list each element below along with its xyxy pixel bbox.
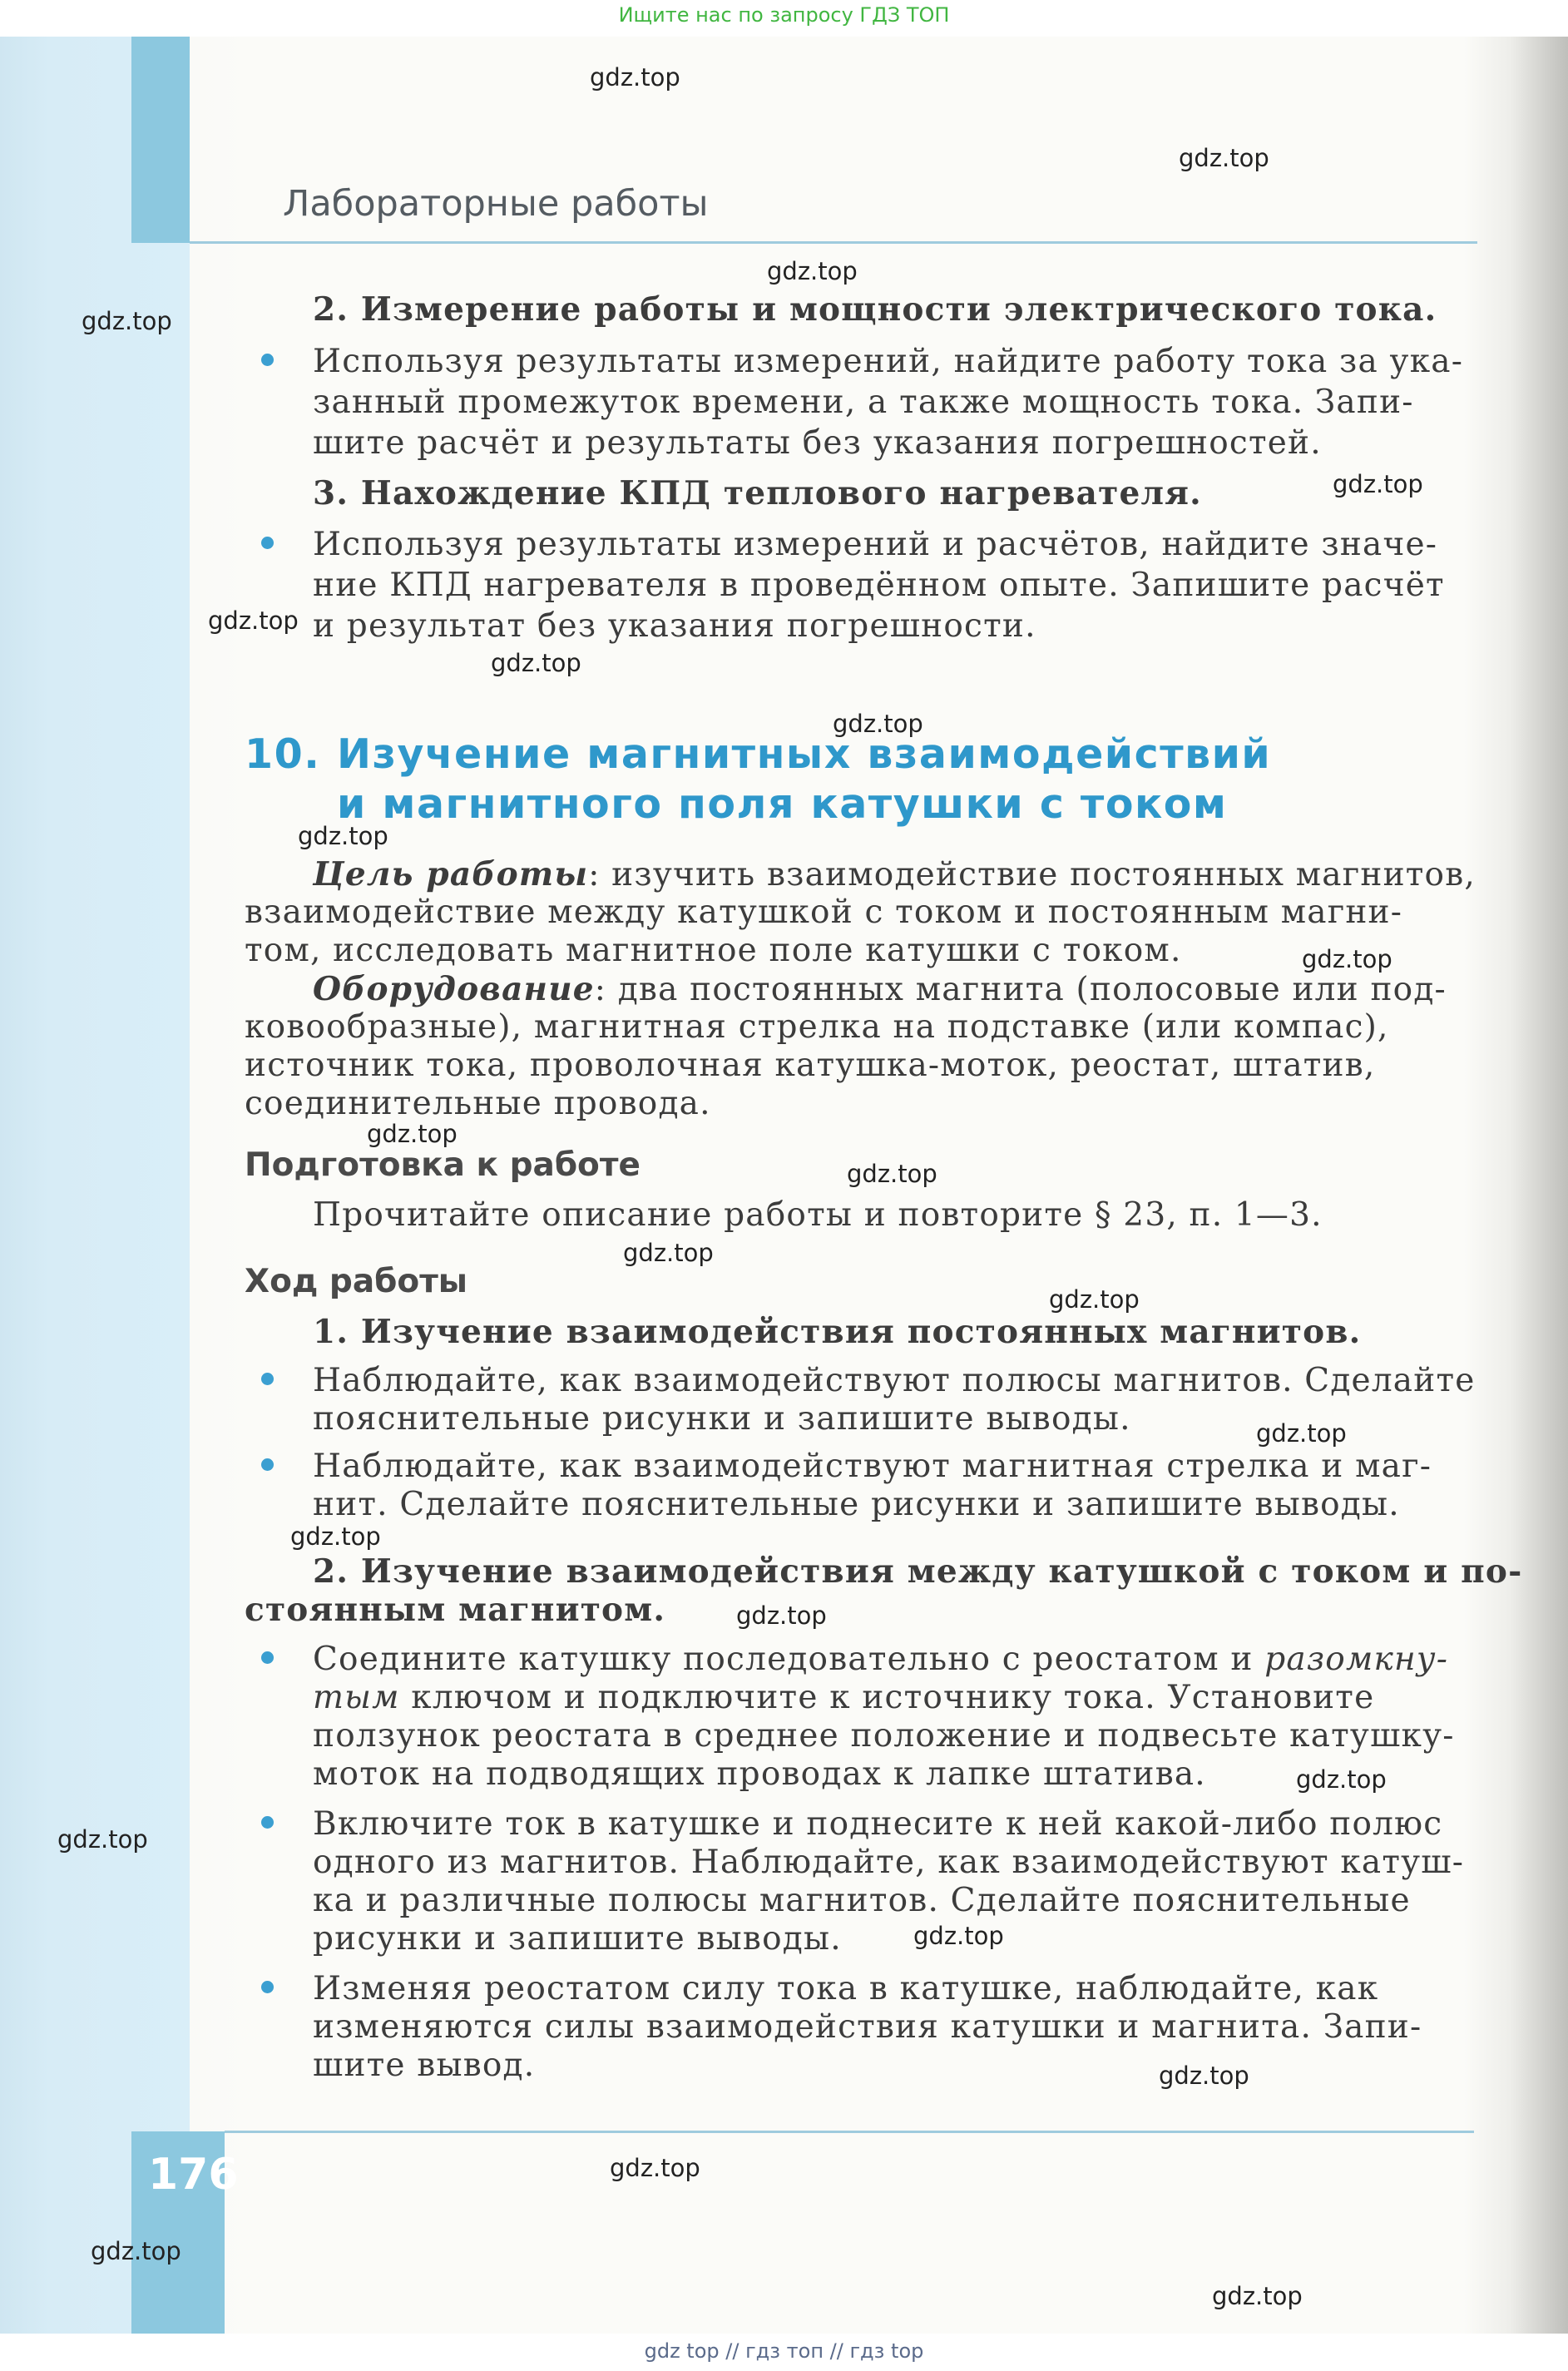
step-2-title-line: стоянным магнитом.: [245, 1591, 666, 1629]
equipment-text: : два постоянных магнита (полосовые или под-: [594, 971, 1447, 1008]
step-2-text-line: моток на подводящих проводах к лапке штатива.: [313, 1755, 1206, 1793]
watermark: gdz.top: [623, 1239, 714, 1267]
procedure-heading: Ход работы: [245, 1263, 468, 1300]
step-2-text-emphasis: тым: [313, 1679, 400, 1716]
watermark: gdz.top: [1049, 1285, 1140, 1314]
watermark: gdz.top: [1212, 2282, 1303, 2310]
step-2-text-line: [313, 1679, 1374, 1717]
watermark: gdz.top: [833, 710, 923, 738]
equipment-label: Оборудование: [313, 970, 595, 1008]
step-2-text-line: ползунок реостата в среднее положение и подвесьте катушку-: [313, 1717, 1455, 1755]
task-3-text-line: и результат без указания погрешности.: [313, 607, 1036, 645]
step-2-text-line: Изменяя реостатом силу тока в катушке, наблюдайте, как: [313, 1970, 1379, 2007]
step-2-text-line: изменяются силы взаимодействия катушки и магнита. Запи-: [313, 2008, 1422, 2046]
bullet-marker: [261, 1816, 274, 1829]
watermark: gdz.top: [847, 1160, 937, 1188]
watermark: gdz.top: [1296, 1765, 1387, 1794]
goal-text: : изучить взаимодействие постоянных магнитов,: [588, 856, 1476, 893]
prep-text: Прочитайте описание работы и повторите § 23, п. 1—3.: [313, 1196, 1323, 1234]
footer-rule: [225, 2131, 1474, 2133]
bullet-marker: [261, 537, 274, 549]
watermark: gdz.top: [1159, 2062, 1249, 2090]
step-2-text-part: ключом и подключите к источнику тока. Установите: [399, 1679, 1375, 1716]
step-2-text-line: [313, 1641, 1448, 1679]
watermark: gdz.top: [610, 2154, 700, 2182]
bullet-marker: [261, 1981, 274, 1993]
step-2-text-emphasis: разомкну-: [1264, 1641, 1449, 1678]
left-margin-band: [0, 37, 190, 2334]
task-2-text-line: Используя результаты измерений, найдите работу тока за ука-: [313, 343, 1464, 380]
watermark: gdz.top: [1302, 945, 1392, 973]
watermark: gdz.top: [736, 1601, 827, 1630]
bullet-marker: [261, 1651, 274, 1664]
header-rule: [190, 241, 1477, 244]
step-1-title: 1. Изучение взаимодействия постоянных магнитов.: [313, 1313, 1362, 1351]
step-2-text-part: Соедините катушку последовательно с реостатом и: [313, 1641, 1265, 1678]
task-3-text-line: Используя результаты измерений и расчётов, найдите значе-: [313, 526, 1438, 563]
bullet-marker: [261, 354, 274, 366]
section-header: Лабораторные работы: [283, 183, 709, 225]
watermark: gdz.top: [1333, 470, 1423, 498]
watermark: gdz.top: [767, 257, 858, 285]
equipment-text-line: источник тока, проволочная катушка-моток, реостат, штатив,: [245, 1047, 1376, 1084]
watermark: gdz.top: [1256, 1419, 1347, 1448]
step-2-text-line: ка и различные полюсы магнитов. Сделайте пояснительные: [313, 1882, 1411, 1919]
task-3-text-line: ние КПД нагревателя в проведённом опыте. Запишите расчёт: [313, 567, 1445, 604]
watermark: gdz.top: [298, 822, 388, 850]
watermark: gdz.top: [913, 1922, 1004, 1950]
page-number: 176: [148, 2150, 239, 2200]
watermark: gdz.top: [208, 606, 299, 635]
task-2-text-line: занный промежуток времени, а также мощность тока. Запи-: [313, 384, 1414, 421]
watermark: gdz.top: [367, 1120, 458, 1148]
goal-label: Цель работы: [313, 855, 589, 893]
step-2-text-line: одного из магнитов. Наблюдайте, как взаимодействуют катуш-: [313, 1844, 1465, 1881]
lab-title-line: Изучение магнитных взаимодействий: [337, 730, 1272, 778]
step-1-text-line: Наблюдайте, как взаимодействуют полюсы магнитов. Сделайте: [313, 1362, 1476, 1399]
bullet-marker: [261, 1458, 274, 1471]
header-color-block: [131, 37, 190, 243]
step-1-text-line: пояснительные рисунки и запишите выводы.: [313, 1400, 1131, 1438]
step-2-title-line: 2. Изучение взаимодействия между катушкой с током и по-: [313, 1552, 1523, 1591]
step-2-text-line: Включите ток в катушке и поднесите к ней какой-либо полюс: [313, 1805, 1443, 1843]
watermark: gdz.top: [91, 2237, 181, 2265]
task-2-text-line: шите расчёт и результаты без указания погрешностей.: [313, 424, 1322, 462]
task-3-title: 3. Нахождение КПД теплового нагревателя.: [313, 474, 1202, 512]
top-banner: Ищите нас по запросу ГДЗ ТОП: [618, 3, 950, 27]
watermark: gdz.top: [290, 1522, 381, 1551]
goal-text-line: том, исследовать магнитное поле катушки с током.: [245, 932, 1182, 969]
bottom-footer: gdz top // гдз топ // гдз top: [644, 2339, 924, 2363]
watermark: gdz.top: [1179, 144, 1269, 172]
goal-text-line: взаимодействие между катушкой с током и постоянным магни-: [245, 893, 1403, 931]
equipment-first-line: [313, 970, 1447, 1009]
bullet-marker: [261, 1373, 274, 1385]
step-1-text-line: нит. Сделайте пояснительные рисунки и запишите выводы.: [313, 1486, 1400, 1523]
equipment-text-line: ковообразные), магнитная стрелка на подставке (или компас),: [245, 1008, 1389, 1046]
equipment-text-line: соединительные провода.: [245, 1085, 711, 1122]
watermark: gdz.top: [491, 649, 581, 677]
step-1-text-line: Наблюдайте, как взаимодействуют магнитная стрелка и маг-: [313, 1448, 1432, 1485]
step-2-text-line: рисунки и запишите выводы.: [313, 1920, 842, 1958]
watermark: gdz.top: [57, 1825, 148, 1854]
goal-first-line: [313, 855, 1476, 894]
lab-title-line: и магнитного поля катушки с током: [337, 780, 1228, 828]
watermark: gdz.top: [82, 307, 172, 335]
step-2-text-line: шите вывод.: [313, 2047, 536, 2084]
lab-number: 10.: [245, 730, 321, 778]
task-2-title: 2. Измерение работы и мощности электрического тока.: [313, 290, 1437, 329]
prep-heading: Подготовка к работе: [245, 1146, 641, 1184]
watermark: gdz.top: [590, 63, 680, 92]
